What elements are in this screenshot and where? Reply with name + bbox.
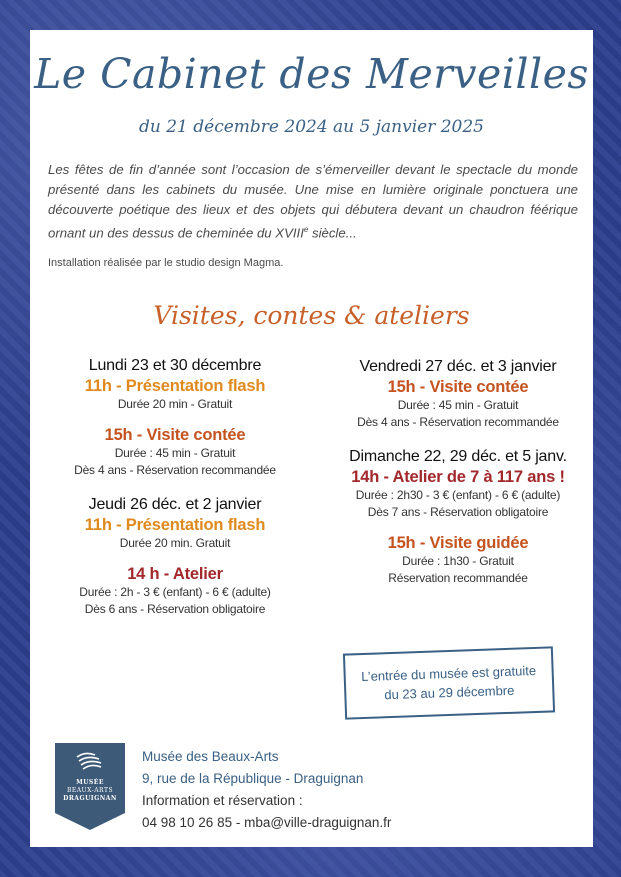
- free-entry-notice: [343, 646, 555, 719]
- info-label: Information et réservation :: [142, 793, 303, 808]
- activity-title: 11h - Présentation flash: [84, 377, 266, 395]
- poster-title: Le Cabinet des Merveilles: [34, 50, 589, 98]
- activity-detail: Durée : 2h - 3 € (enfant) - 6 € (adulte): [79, 585, 271, 599]
- activity-detail: Dès 7 ans - Réservation obligatoire: [367, 505, 549, 519]
- activity-detail: Durée : 1h30 - Gratuit: [402, 554, 514, 568]
- date-range: du 21 décembre 2024 au 5 janvier 2025: [138, 117, 484, 137]
- notice-line-1: L’entrée du musée est gratuite: [361, 662, 537, 685]
- activity-title: 11h - Présentation flash: [84, 516, 266, 534]
- activity-detail: Durée : 45 min - Gratuit: [114, 446, 236, 460]
- museum-name: Musée des Beaux-Arts: [142, 749, 279, 764]
- logo-line-1: MUSÉE: [76, 779, 104, 786]
- museum-logo: [55, 743, 125, 830]
- activity-detail: Durée : 2h30 - 3 € (enfant) - 6 € (adulte): [355, 488, 561, 502]
- day-heading: Lundi 23 et 30 décembre: [88, 357, 262, 374]
- contact-block: [142, 746, 391, 834]
- schedule-right-column: [325, 358, 591, 587]
- intro-paragraph: [48, 160, 578, 243]
- day-heading: Dimanche 22, 29 déc. et 5 janv.: [349, 448, 567, 465]
- museum-address: 9, rue de la République - Draguignan: [142, 771, 364, 786]
- logo-line-3: DRAGUIGNAN: [63, 795, 117, 802]
- activity-title: 14h - Atelier de 7 à 117 ans !: [351, 468, 565, 486]
- contact-separator: -: [232, 815, 245, 830]
- contact-line: [142, 812, 391, 834]
- schedule-left-column: [50, 357, 300, 618]
- intro-text-end: siècle...: [308, 225, 357, 241]
- century-superscript: e: [303, 225, 309, 234]
- day-heading: Vendredi 27 déc. et 3 janvier: [359, 358, 557, 375]
- logo-text: [55, 779, 125, 803]
- section-subtitle: Visites, contes & ateliers: [153, 301, 470, 330]
- activity-title: 14 h - Atelier: [127, 565, 223, 583]
- activity-detail: Durée 20 min. Gratuit: [119, 536, 231, 550]
- logo-line-2: BEAUX-ARTS: [66, 787, 114, 794]
- activity-detail: Dès 6 ans - Réservation obligatoire: [84, 602, 266, 616]
- poster-panel: [30, 30, 593, 847]
- activity-detail: Durée : 45 min - Gratuit: [397, 398, 519, 412]
- activity-detail: Dès 4 ans - Réservation recommandée: [74, 463, 276, 477]
- day-heading: Jeudi 26 déc. et 2 janvier: [88, 496, 262, 513]
- activity-detail: Réservation recommandée: [388, 571, 528, 585]
- activity-detail: Dès 4 ans - Réservation recommandée: [357, 415, 559, 429]
- phone-number[interactable]: 04 98 10 26 85: [142, 815, 233, 830]
- email-link[interactable]: mba@ville-draguignan.fr: [244, 815, 392, 830]
- activity-title: 15h - Visite guidée: [387, 534, 529, 552]
- intro-text: Les fêtes de fin d’année sont l’occasion de s’émerveiller devant le spectacle du monde présenté dans les cabinets du musée. Une mise en lumière originale ponctuera une découverte poétique des lieux et des objets qui débutera devant un chaudron féérique ornant un des dessus de cheminée du XVIII: [48, 162, 578, 241]
- activity-title: 15h - Visite contée: [387, 378, 529, 396]
- activity-title: 15h - Visite contée: [104, 426, 246, 444]
- activity-detail: Durée 20 min - Gratuit: [117, 397, 233, 411]
- notice-line-2: du 23 au 29 décembre: [384, 682, 515, 703]
- installation-credit: Installation réalisée par le studio design Magma.: [48, 257, 284, 269]
